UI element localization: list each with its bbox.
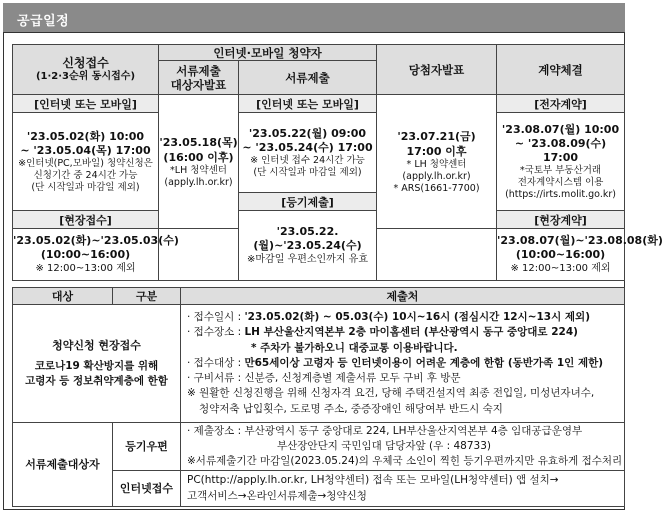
winner-cell: '23.07.21(금) 17:00 이후 * LH 청약센터 (apply.lh.or.kr) * ARS(1661-7700) xyxy=(377,95,497,229)
sub-online-left: [인터넷 또는 모바일] xyxy=(13,95,159,113)
header-doc-submit: 서류제출 xyxy=(239,61,377,95)
online-detail-cell: PC(http://apply.lh.or.kr, LH청약센터) 접속 또는 모바일(LH청약센터) 앱 설치→ 고객서비스→온라인서류제출→청약신청 xyxy=(181,471,625,507)
header-online-mobile: 인터넷·모바일 청약자 xyxy=(159,45,377,61)
submission-table xyxy=(12,287,625,507)
header-type: 구분 xyxy=(113,288,181,305)
mail-detail-cell: · 제출장소 : 부산광역시 동구 중앙대로 224, LH부산울산지역본부 4층 임대공급운영부 부산장안단지 국민임대 담당자앞 (우 : 48733) ※서류제출기간 마감일(2023.05.24)의 우체국 소인이 찍힌 등기우편까지만 유효하게 접수처리 xyxy=(181,423,625,471)
header-subscription: 신청접수 (1·2·3순위 동시접수) xyxy=(13,45,159,95)
header-contract: 계약체결 xyxy=(497,45,625,95)
header-target: 대상 xyxy=(13,288,113,305)
onsite-target-cell: 청약신청 현장접수 코로나19 확산방지를 위해 고령자 등 정보취약계층에 한함 xyxy=(13,305,181,423)
online-label: 인터넷접수 xyxy=(113,471,181,507)
doc-target-cell: '23.05.18(목) (16:00 이후) *LH 청약센터 (apply.lh.or.kr) xyxy=(159,95,239,229)
section-title: 공급일정 xyxy=(17,14,70,29)
supply-schedule-table xyxy=(12,44,663,281)
sub-online-mid: [인터넷 또는 모바일] xyxy=(239,95,377,113)
sub-onsite-contract: [현장계약] xyxy=(497,211,625,229)
section-title-bar xyxy=(3,3,625,33)
header-place: 제출처 xyxy=(181,288,625,305)
sub-electronic-contract: [전자계약] xyxy=(497,95,625,113)
winner-empty-cell xyxy=(377,229,497,281)
electronic-contract-cell: '23.08.07(월) 10:00 ~ '23.08.09(수) 17:00 *국토부 부동산거래 전자계약시스템 이용 (https://irts.molit.go.kr) xyxy=(497,113,625,211)
header-winner: 당첨자발표 xyxy=(377,45,497,95)
sub-mail-submit: [등기제출] xyxy=(239,193,377,211)
sub-onsite-left: [현장접수] xyxy=(13,211,159,229)
onsite-contract-cell: '23.08.07(월)~'23.08.08(화) (10:00~16:00) ※ 12:00~13:00 제외 xyxy=(497,229,625,281)
mail-label: 등기우편 xyxy=(113,423,181,471)
onsite-subscription-cell: '23.05.02(화)~'23.05.03(수) (10:00~16:00) ※ 12:00~13:00 제외 xyxy=(13,229,159,281)
header-doc-target: 서류제출 대상자발표 xyxy=(159,61,239,95)
mail-submit-cell: '23.05.22.(월)~'23.05.24(수) ※마감일 우편소인까지 유효 xyxy=(239,211,377,281)
onsite-detail-cell: · 접수일시 : '23.05.02(화) ~ 05.03(수) 10시~16시 (점심시간 12시~13시 제외) · 접수장소 : LH 부산울산지역본부 2층 마이홈센터 (부산광역시 동구 중앙대로 224) * 주차가 불가하오니 대중교통 이용바랍니다. · 접수대상 : 만65세이상 고령자 등 인터넷이용이 어려운 계층에 한함 (동반가족 1인 제한) · 구비서류 : 신분증, 신청계층별 제출서류 모두 구비 후 방문 ※ 원활한 신청진행을 위해 신청자격 요건, 당해 주택건설지역 최종 전입일, 미성년자녀수, 청약저축 납입횟수, 도로명 주소, 중증장애인 해당여부 반드시 숙지 xyxy=(181,305,625,423)
doc-submit-cell: '23.05.22(월) 09:00 ~ '23.05.24(수) 17:00 ※ 인터넷 접수 24시간 가능 (단 시작일과 마감일 제외) xyxy=(239,113,377,193)
doc-target-title: 서류제출대상자 xyxy=(13,423,113,507)
online-subscription-cell: '23.05.02(화) 10:00 ~ '23.05.04(목) 17:00 ※인터넷(PC,모바일) 청약신청은 신청기간 중 24시간 가능 (단 시작일과 마감일 제외) xyxy=(13,113,159,211)
